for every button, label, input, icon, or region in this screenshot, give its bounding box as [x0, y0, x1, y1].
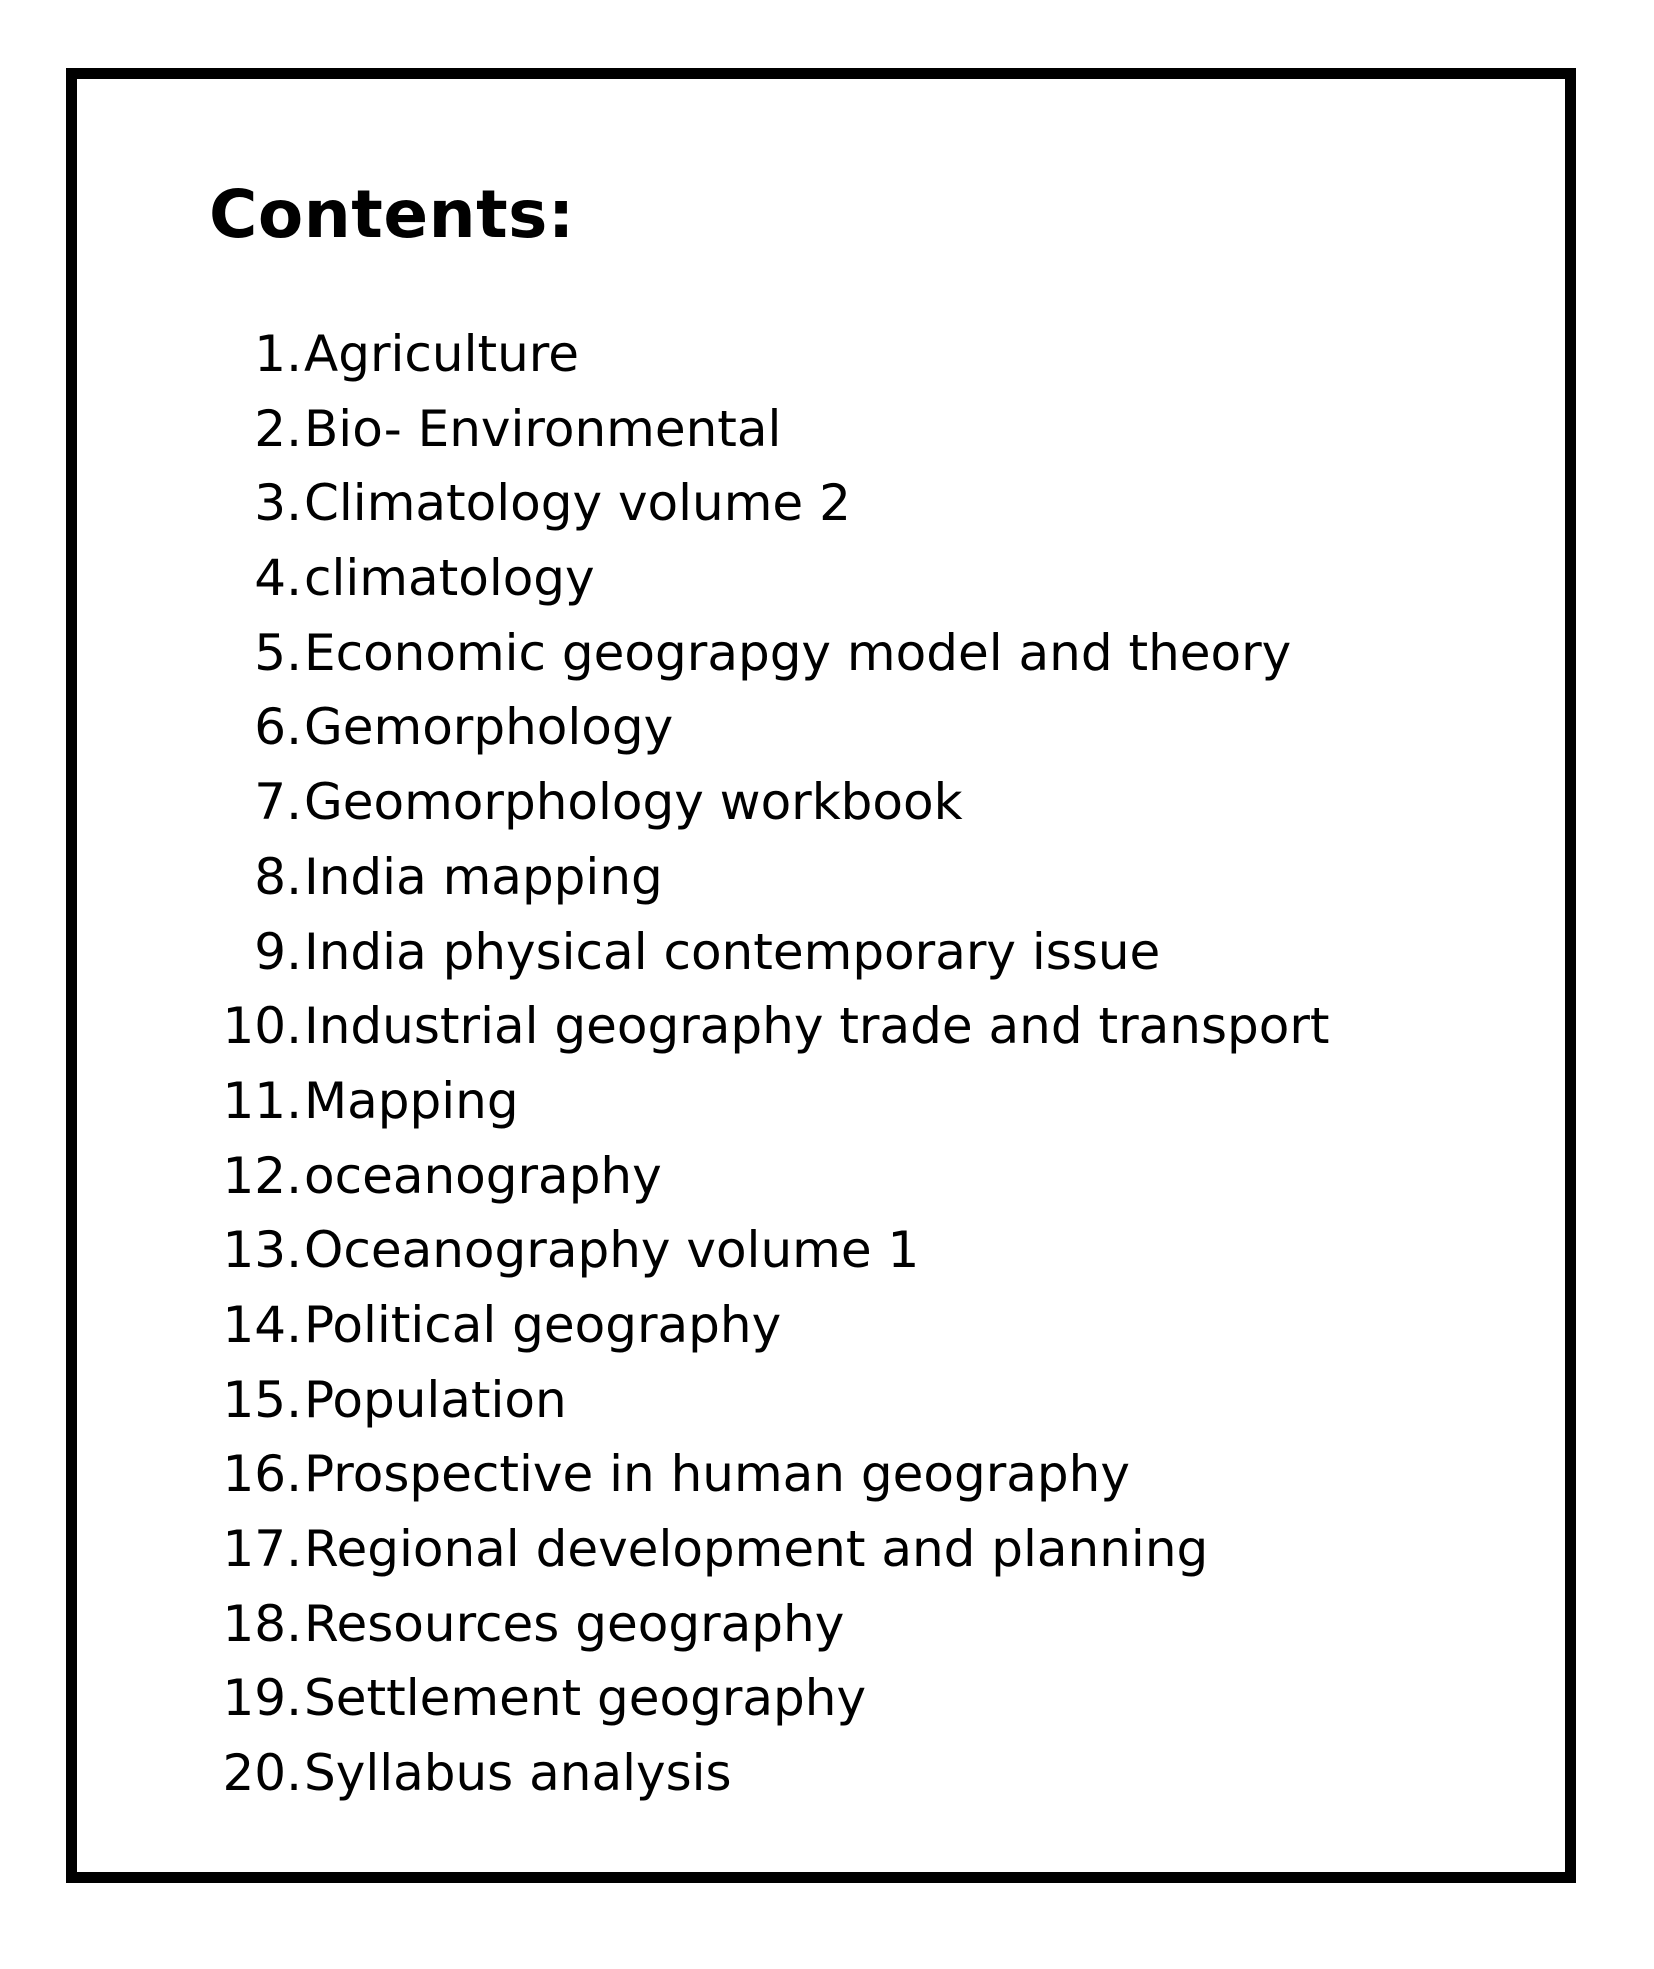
- list-item-number: 15.: [222, 1370, 302, 1429]
- list-item-number: 20.: [222, 1744, 302, 1803]
- list-item-title: Economic geograpgy model and theory: [304, 623, 1292, 682]
- list-item-number: 6.: [254, 698, 302, 757]
- list-item-number: 17.: [222, 1520, 302, 1578]
- list-item-title: Climatology volume 2: [304, 474, 851, 533]
- list-item-title: Syllabus analysis: [304, 1744, 732, 1803]
- list-item-number: 1.: [254, 325, 302, 383]
- list-item-number: 4.: [254, 549, 302, 608]
- list-item-title: Resources geography: [304, 1594, 845, 1653]
- list-item-number: 3.: [254, 474, 302, 533]
- list-item-title: Prospective in human geography: [304, 1445, 1130, 1504]
- list-item-number: 8.: [254, 847, 302, 906]
- contents-frame: [66, 68, 1576, 1883]
- list-item-title: Bio- Environmental: [304, 399, 782, 458]
- list-item-title: Mapping: [304, 1071, 519, 1130]
- list-item-title: Political geography: [304, 1295, 782, 1354]
- list-item-number: 18.: [222, 1594, 302, 1653]
- list-item-number: 19.: [222, 1669, 302, 1728]
- list-item-number: 14.: [222, 1295, 302, 1354]
- list-item-number: 12.: [222, 1146, 302, 1205]
- list-item-number: 5.: [254, 623, 302, 682]
- list-item-number: 7.: [254, 773, 302, 832]
- list-item-title: India mapping: [304, 847, 663, 906]
- list-item-title: Gemorphology: [304, 698, 674, 757]
- list-item-number: 13.: [222, 1221, 302, 1280]
- list-item-title: Industrial geography trade and transport: [304, 997, 1330, 1056]
- list-item-title: Oceanography volume 1: [304, 1221, 920, 1280]
- list-item-number: 10.: [222, 997, 302, 1056]
- list-item-number: 11.: [222, 1071, 302, 1130]
- list-item-title: Population: [304, 1370, 567, 1429]
- list-item-number: 2.: [254, 399, 302, 458]
- list-item-title: India physical contemporary issue: [304, 922, 1161, 981]
- list-item-title: Agriculture: [304, 325, 579, 383]
- page-title: Contents:: [209, 176, 575, 253]
- list-item-number: 9.: [254, 922, 302, 981]
- list-item-title: Regional development and planning: [304, 1520, 1209, 1578]
- list-item-number: 16.: [222, 1445, 302, 1504]
- list-item-title: oceanography: [304, 1146, 662, 1205]
- list-item-title: climatology: [304, 549, 595, 608]
- list-item-title: Geomorphology workbook: [304, 773, 963, 832]
- list-item-title: Settlement geography: [304, 1669, 867, 1728]
